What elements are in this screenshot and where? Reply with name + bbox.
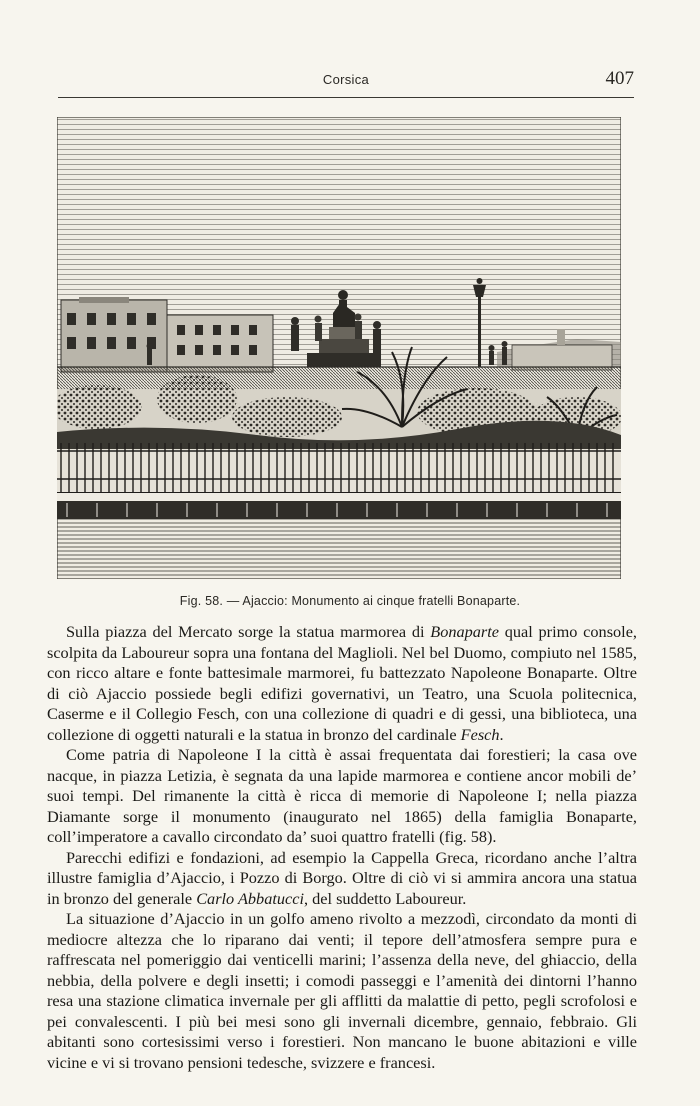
page-number: 407 — [605, 68, 634, 89]
street — [57, 519, 621, 577]
engraving-illustration — [57, 117, 621, 579]
text-run: Sulla piazza del Mercato sorge la statua marmorea di — [66, 622, 431, 641]
body-text — [47, 622, 637, 1073]
iron-railing — [57, 443, 621, 493]
body-paragraph — [47, 622, 637, 745]
text-run: qual primo console, scolpita da Laboureur sopra una fontana del Maglioli. Nel bel Duomo, compiuto nel 1585, con ricco altare e fonte battesimale marmorei, fu battezzato Napoleone Bonaparte. Oltre di ciò Ajaccio possiede begli edifizi governativi, un Teatro, una Scuola politecnica, Caserme e il Collegio Fesch, con una collezione di quadri e di gessi, una biblioteca, una collezione di oggetti naturali e la statua in bronzo del cardinale — [47, 622, 637, 744]
page-header — [58, 68, 634, 94]
text-run: , del suddetto Laboureur. — [303, 888, 467, 908]
italic-run: Carlo Abbatucci — [196, 888, 304, 908]
figure-caption: Fig. 58. — Ajaccio: Monumento ai cinque fratelli Bonaparte. — [179, 594, 521, 608]
body-paragraph — [47, 909, 637, 1073]
running-title: Corsica — [322, 72, 370, 87]
italic-run: Fesch — [460, 724, 500, 744]
figure-engraving — [57, 117, 621, 579]
text-run: Parecchi edifizi e fondazioni, ad esempio la Cappella Greca, ricordano anche l’altra illustre famiglia d’Ajaccio, i Pozzo di Borgo. Oltre di ciò vi si ammira ancora una statua in bronzo del generale — [47, 847, 637, 908]
body-paragraph — [47, 848, 637, 910]
text-run: La situazione d’Ajaccio in un golfo ameno rivolto a mezzodì, circondato da monti di mediocre altezza che lo riparano dai venti; il tepore dell’atmosfera sempre pura e raffrescata nel pomeriggio dai venticelli marini; l’assenza della neve, del ghiaccio, della nebbia, della polvere e degli insetti; i comodi passeggi e l’amenità dei dintorni l’hanno resa una stazione climatica invernale per gli afflitti da malattie di petto, pegli scrofolosi e pei convalescenti. I più bei mesi sono gli invernali dicembre, gennaio, febbraio. Gli abitanti sono cortesissimi verso i forestieri. Non mancano le buone abitazioni e ville vicine e vi si trovano pensioni tedesche, svizzere e francesi. — [47, 909, 637, 1072]
curb — [57, 493, 621, 519]
body-paragraph — [47, 745, 637, 848]
italic-run: Bonaparte — [430, 622, 500, 641]
text-run: Come patria di Napoleone I la città è assai frequentata dai forestieri; la casa ove nacque, in piazza Letizia, è segnata da una lapide marmorea e contiene ancor mobili de’ suoi tempi. Del rimanente la città è ricca di memorie di Napoleone I; nella piazza Diamante sorge il monumento (inaugurato nel 1865) della famiglia Bonaparte, coll’imperatore a cavallo circondato da’ suoi quattro fratelli (fig. 58). — [47, 745, 637, 846]
text-run: . — [499, 724, 504, 744]
promenade-wall — [57, 367, 621, 389]
header-rule — [58, 97, 634, 98]
